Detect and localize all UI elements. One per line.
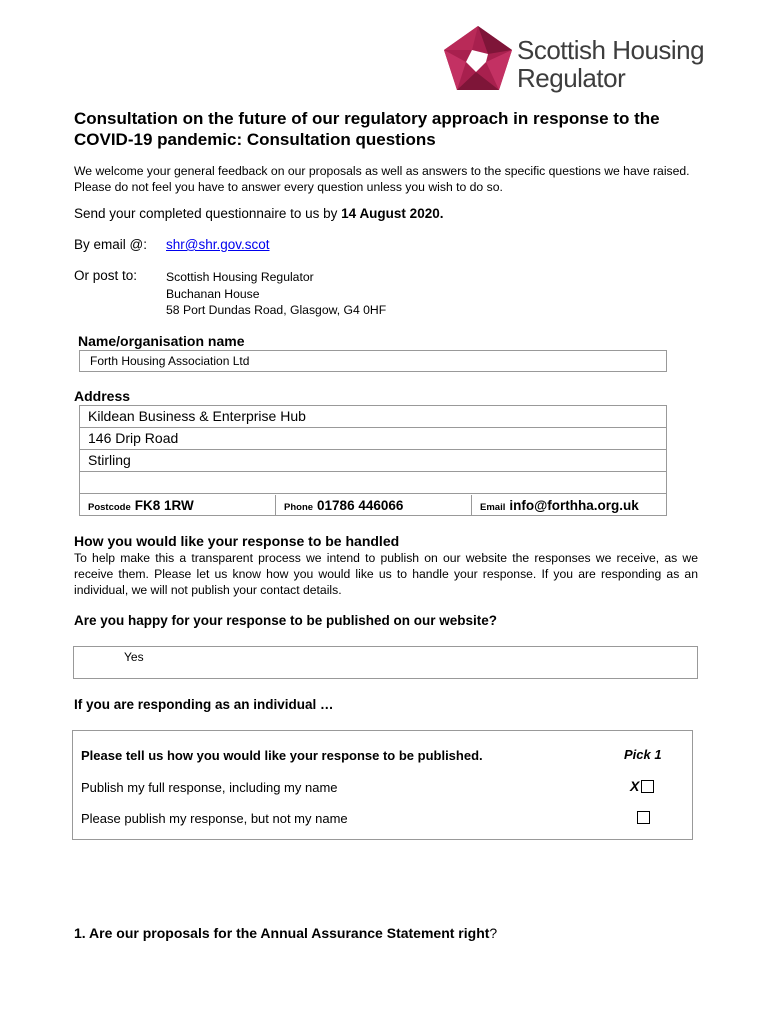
address-line-2-field[interactable]: 146 Drip Road <box>80 428 666 450</box>
option-full-response-label: Publish my full response, including my name <box>81 780 338 795</box>
address-line-1-field[interactable]: Kildean Business & Enterprise Hub <box>80 406 666 428</box>
name-field[interactable]: Forth Housing Association Ltd <box>79 350 667 372</box>
email-field[interactable] <box>472 495 666 516</box>
postcode-value: FK8 1RW <box>134 498 194 513</box>
postcode-label: Postcode <box>88 502 131 513</box>
postal-address <box>166 269 386 319</box>
address-line-3-field[interactable]: Stirling <box>80 450 666 472</box>
logo-text-line1: Scottish Housing <box>517 35 705 65</box>
deadline-sentence <box>74 206 443 221</box>
address-heading: Address <box>74 388 131 404</box>
publish-preference-table <box>72 730 693 840</box>
question-1 <box>74 925 497 941</box>
x-mark: X <box>630 778 640 794</box>
phone-label: Phone <box>284 502 314 513</box>
logo-text-line2: Regulator <box>517 63 626 93</box>
email-label: By email @: <box>74 237 147 252</box>
handling-paragraph: To help make this a transparent process we intend to publish on our website the responses we receive, as we receive them. Please let us know how you would like us to handle your response. If you are responding as an individual, we will not publish your contact details. <box>74 551 698 597</box>
handling-heading: How you would like your response to be handled <box>74 533 400 549</box>
option-anonymous-checkbox[interactable] <box>637 811 650 824</box>
phone-value: 01786 446066 <box>317 498 404 513</box>
individual-heading: If you are responding as an individual … <box>74 697 334 712</box>
post-label: Or post to: <box>74 268 138 283</box>
publish-answer-field[interactable]: Yes <box>73 646 698 679</box>
question-1-mark: ? <box>489 925 498 941</box>
address-line: Scottish Housing Regulator <box>166 270 314 284</box>
email-field-label: Email <box>480 502 506 513</box>
deadline-date: 14 August 2020. <box>341 206 444 221</box>
address-line: Buchanan House <box>166 286 260 301</box>
publish-question-heading: Are you happy for your response to be published on our website? <box>74 613 498 628</box>
address-field-group <box>79 405 667 516</box>
deadline-prefix: Send your completed questionnaire to us by <box>74 206 342 221</box>
intro-paragraph: We welcome your general feedback on our proposals as well as answers to the specific questions we have raised. Please do not feel you have to answer every question unless you wish to do so. <box>74 164 690 194</box>
pick-one-label: Pick 1 <box>624 747 662 762</box>
address-line: 58 Port Dundas Road, Glasgow, G4 0HF <box>166 303 387 317</box>
postcode-field[interactable] <box>80 495 276 516</box>
option-full-response-checkbox[interactable] <box>641 780 654 793</box>
name-heading: Name/organisation name <box>78 333 245 349</box>
phone-field[interactable] <box>276 495 472 516</box>
option-anonymous-label: Please publish my response, but not my name <box>81 811 348 826</box>
pentagon-star-logo-icon <box>442 24 514 92</box>
publish-preference-heading: Please tell us how you would like your response to be published. <box>81 748 483 763</box>
page-title: Consultation on the future of our regulatory approach in response to the COVID-19 pandemic: Consultation questions <box>74 109 660 149</box>
address-line-4-field[interactable] <box>80 472 666 494</box>
email-field-value: info@forthha.org.uk <box>509 498 639 513</box>
email-link[interactable]: shr@shr.gov.scot <box>166 237 270 252</box>
question-1-text: 1. Are our proposals for the Annual Assurance Statement right <box>74 925 490 941</box>
scottish-housing-regulator-logo <box>442 24 732 94</box>
